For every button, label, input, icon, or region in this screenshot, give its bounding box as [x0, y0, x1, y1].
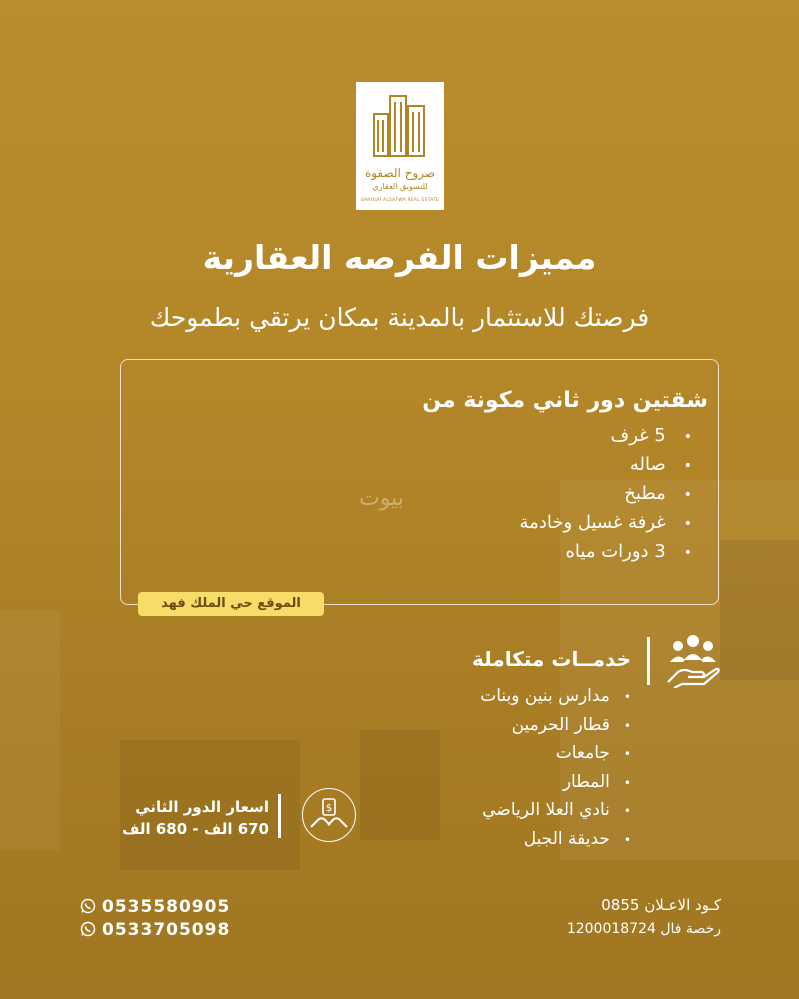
page-subtitle: فرصتك للاستثمار بالمدينة بمكان يرتقي بطموحك [149, 303, 650, 332]
feature-item: • غرفة غسيل وخادمة [520, 509, 692, 538]
service-item: • المطار [480, 769, 631, 798]
ad-code: كـود الاعـلان 0855 [601, 896, 721, 914]
building-logo-icon [370, 90, 430, 158]
whatsapp-icon [80, 898, 96, 914]
whatsapp-icon [80, 921, 96, 937]
service-item: • جامعات [480, 740, 631, 769]
location-badge: الموقع حي الملك فهد [138, 592, 324, 616]
logo-name-ar: صروح الصفوة [364, 166, 436, 180]
pricing-divider [278, 794, 281, 838]
pricing-label: اسعار الدور الثاني [135, 798, 269, 816]
service-item: • نادي العلا الرياضي [480, 797, 631, 826]
pricing-value: 670 الف - 680 الف [121, 820, 269, 838]
license-number: رخصة فال 1200018724 [566, 921, 721, 937]
watermark: بيوت [359, 486, 404, 511]
svg-text:$: $ [325, 803, 333, 814]
people-hand-icon [666, 632, 720, 688]
feature-item: • 3 دورات مياه [520, 538, 692, 567]
company-logo [356, 82, 444, 210]
phone-number[interactable] [80, 897, 230, 917]
background-building [0, 610, 60, 850]
services-divider [647, 637, 650, 685]
phone-text[interactable]: 0533705098 [102, 920, 231, 940]
money-hands-icon [302, 788, 356, 842]
phone-text[interactable]: 0535580905 [102, 897, 231, 917]
services-list [480, 683, 631, 854]
apartments-box [120, 359, 719, 605]
service-item: • قطار الحرمين [480, 712, 631, 741]
features-list [520, 422, 692, 567]
feature-item: • 5 غرف [520, 422, 692, 451]
feature-item: • صاله [520, 451, 692, 480]
service-item: • حديقة الجبل [480, 826, 631, 855]
background-window [720, 540, 799, 680]
logo-name-en: SAROUH ALSAFWA REAL ESTATE [360, 198, 440, 203]
services-title: خدمــات متكاملة [472, 647, 631, 671]
logo-subtitle-ar: للتسويق العقاري [372, 182, 428, 191]
page-title: مميزات الفرصه العقارية [202, 238, 597, 277]
background-window [360, 730, 440, 840]
service-item: • مدارس بنين وبنات [480, 683, 631, 712]
apartments-heading: شقتين دور ثاني مكونة من [422, 388, 708, 413]
feature-item: • مطبخ [520, 480, 692, 509]
phone-number[interactable] [80, 920, 230, 940]
